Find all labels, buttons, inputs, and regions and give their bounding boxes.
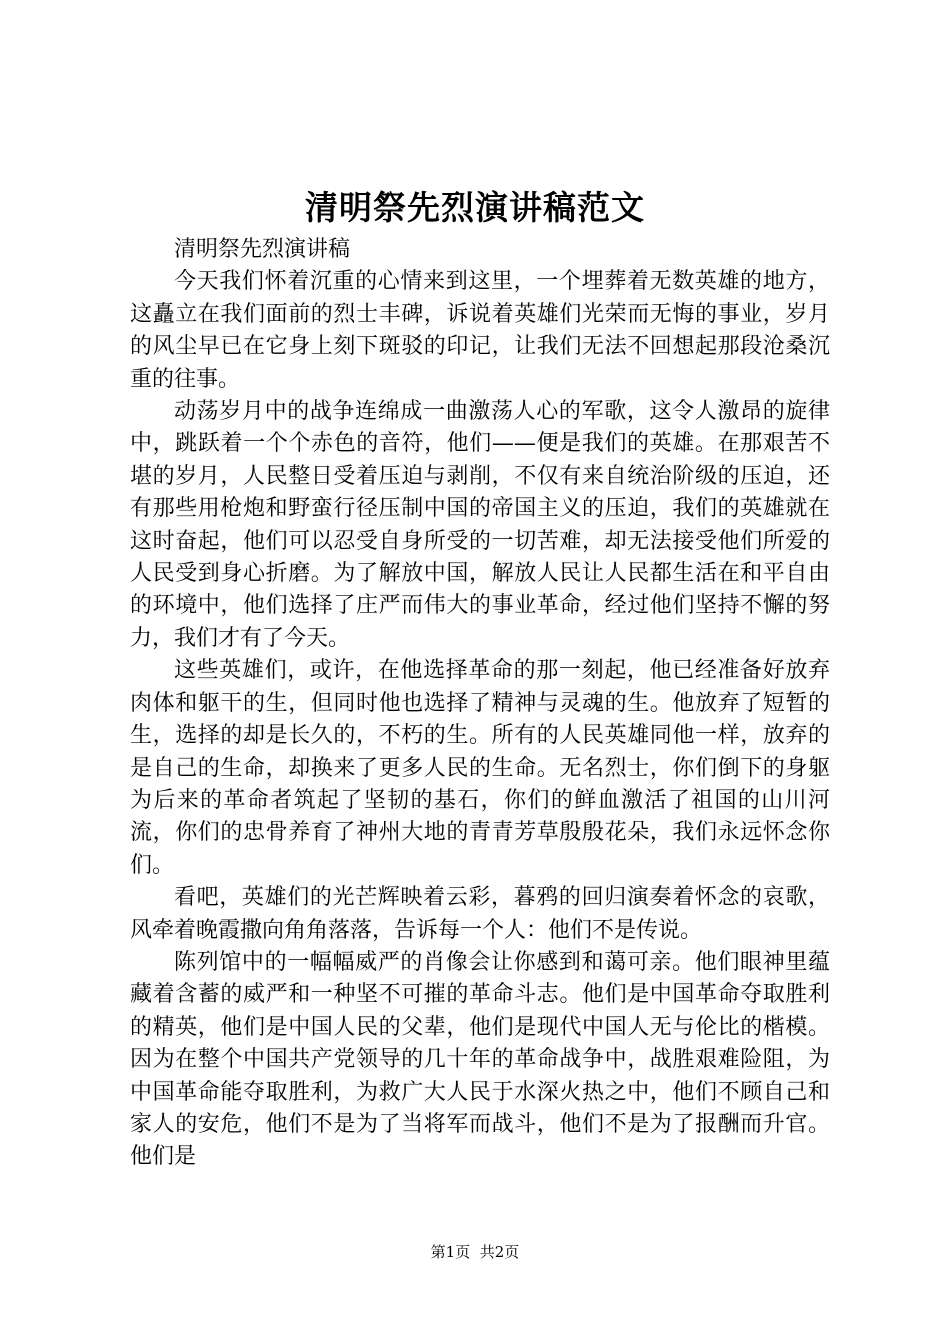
paragraph: 动荡岁月中的战争连绵成一曲激荡人心的军歌，这令人激昂的旋律中，跳跃着一个个赤色的音符，他们——便是我们的英雄。在那艰苦不堪的岁月，人民整日受着压迫与剥削，不仅有来自统治阶级的压迫，还有那些用枪炮和野蛮行径压制中国的帝国主义的压迫，我们的英雄就在这时奋起，他们可以忍受自身所受的一切苦难，却无法接受他们所爱的人民受到身心折磨。为了解放中国，解放人民让人民都生活在和平自由的环境中，他们选择了庄严而伟大的事业革命，经过他们坚持不懈的努力，我们才有了今天。	[130, 399, 830, 651]
page-footer	[0, 1242, 950, 1262]
paragraph: 这些英雄们，或许，在他选择革命的那一刻起，他已经准备好放弃肉体和躯干的生，但同时他也选择了精神与灵魂的生。他放弃了短暂的生，选择的却是长久的，不朽的生。所有的人民英雄同他一样，放弃的是自己的生命，却换来了更多人民的生命。无名烈士，你们倒下的身躯为后来的革命者筑起了坚韧的基石，你们的鲜血激活了祖国的山川河流，你们的忠骨养育了神州大地的青青芳草殷殷花朵，我们永远怀念你们。	[130, 658, 830, 878]
paragraph: 陈列馆中的一幅幅威严的肖像会让你感到和蔼可亲。他们眼神里蕴藏着含蓄的威严和一种坚不可摧的革命斗志。他们是中国革命夺取胜利的精英，他们是中国人民的父辈，他们是现代中国人无与伦比的楷模。因为在整个中国共产党领导的几十年的革命战争中，战胜艰难险阻，为中国革命能夺取胜利，为救广大人民于水深火热之中，他们不顾自己和家人的安危，他们不是为了当将军而战斗，他们不是为了报酬而升官。他们是	[130, 949, 830, 1170]
page-number: 第1页	[430, 1243, 471, 1261]
paragraph: 看吧，英雄们的光芒辉映着云彩，暮鸦的回归演奏着怀念的哀歌，风牵着晚霞撒向角角落落，告诉每一个人：他们不是传说。	[130, 885, 830, 943]
page-total: 共2页	[479, 1243, 520, 1261]
document-body	[130, 234, 830, 1174]
document-title: 清明祭先烈演讲稿范文	[305, 188, 645, 227]
paragraph: 今天我们怀着沉重的心情来到这里，一个埋葬着无数英雄的地方，这矗立在我们面前的烈士丰碑，诉说着英雄们光荣而无悔的事业，岁月的风尘早已在它身上刻下斑驳的印记，让我们无法不回想起那段沧桑沉重的往事。	[130, 269, 830, 392]
subtitle: 清明祭先烈演讲稿	[174, 237, 351, 262]
